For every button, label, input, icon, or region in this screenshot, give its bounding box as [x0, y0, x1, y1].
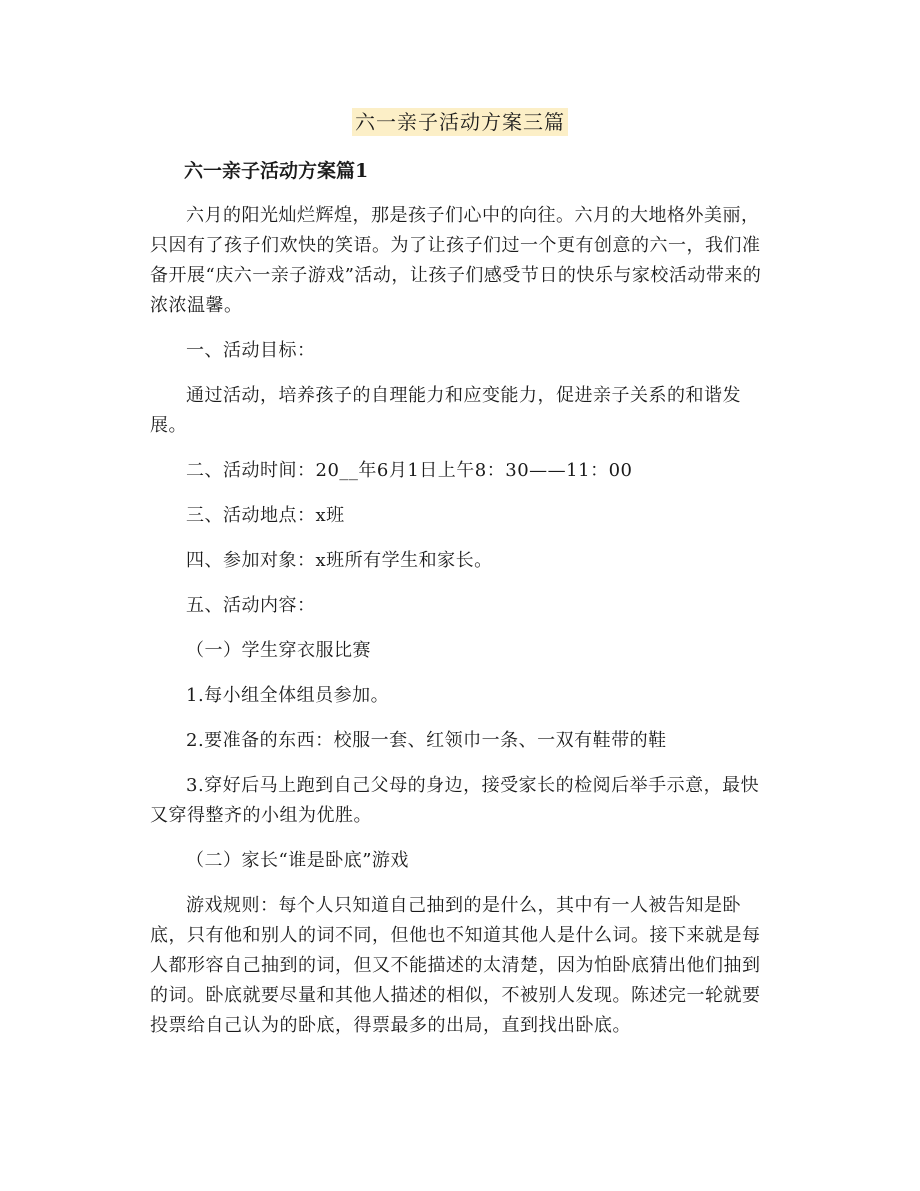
- part1-heading: （一）学生穿衣服比赛: [186, 640, 371, 661]
- participants-line: 四、参加对象：x班所有学生和家长。: [186, 550, 493, 571]
- document-title: 六一亲子活动方案三篇: [352, 108, 568, 136]
- content-heading: 五、活动内容：: [186, 595, 316, 616]
- place-line: 三、活动地点：x班: [186, 505, 345, 526]
- section-heading: 六一亲子活动方案篇1: [184, 160, 369, 182]
- goal-paragraph: 通过活动，培养孩子的自理能力和应变能力，促进亲子关系的和谐发展。: [150, 385, 741, 436]
- goal-heading: 一、活动目标：: [186, 340, 316, 361]
- part1-item-3: 3.穿好后马上跑到自己父母的身边，接受家长的检阅后举手示意，最快又穿得整齐的小组为优胜。: [150, 775, 760, 826]
- time-line: 二、活动时间：20__年6月1日上午8：30——11：00: [186, 460, 633, 481]
- rules-paragraph: 游戏规则：每个人只知道自己抽到的是什么，其中有一人被告知是卧底，只有他和别人的词不同，但他也不知道其他人是什么词。接下来就是每人都形容自己抽到的词，但又不能描述的太清楚，因为怕卧底猜出他们抽到的词。卧底就要尽量和其他人描述的相似，不被别人发现。陈述完一轮就要投票给自己认为的卧底，得票最多的出局，直到找出卧底。: [150, 895, 761, 1036]
- document-body: [150, 156, 772, 1056]
- part1-item-1: 1.每小组全体组员参加。: [186, 685, 390, 706]
- part2-heading: （二）家长“谁是卧底”游戏: [186, 850, 409, 871]
- intro-paragraph: 六月的阳光灿烂辉煌，那是孩子们心中的向往。六月的大地格外美丽，只因有了孩子们欢快的笑语。为了让孩子们过一个更有创意的六一，我们准备开展“庆六一亲子游戏”活动，让孩子们感受节日的快乐与家校活动带来的浓浓温馨。: [150, 205, 762, 316]
- part1-item-2: 2.要准备的东西：校服一套、红领巾一条、一双有鞋带的鞋: [186, 730, 667, 751]
- title-row: [0, 108, 920, 136]
